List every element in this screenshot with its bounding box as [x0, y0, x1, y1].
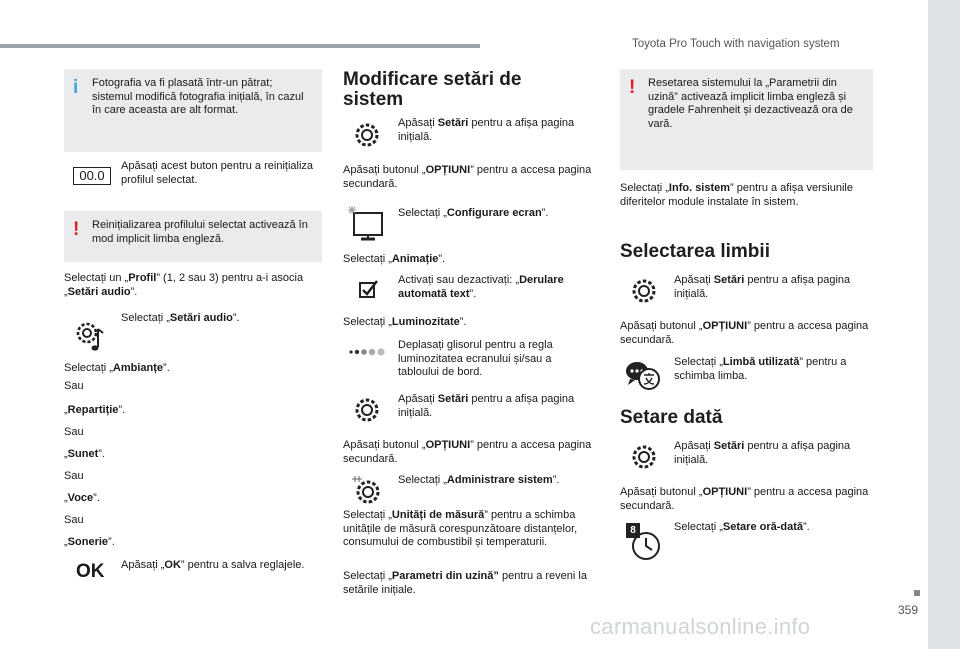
note-text: Reinițializarea profilului selectat activează în mod implicit limba engleză. — [92, 219, 308, 245]
settings-text: Apăsați Setări pentru a afișa pagina inițială. — [398, 117, 575, 143]
warning-note-factory — [620, 69, 873, 170]
or-text: Sau — [64, 426, 84, 438]
settings-gear-icon — [630, 277, 658, 305]
settings-text: Apăsați Setări pentru a afișa pagina inițială. — [674, 440, 851, 466]
section-title-language: Selectarea limbii — [620, 241, 770, 262]
header-title: Toyota Pro Touch with navigation system — [632, 38, 840, 50]
reset-counter-icon: 00.0 — [73, 167, 111, 185]
audio-settings-text: Selectați „Setări audio”. — [121, 312, 240, 324]
clock-icon — [628, 528, 664, 562]
datetime-text: Selectați „Setare oră-dată”. — [674, 521, 810, 533]
screen-config-text: Selectați „Configurare ecran”. — [398, 207, 549, 219]
section-title-system-settings: Modificare setări de sistem — [343, 69, 522, 110]
ambiante-text: Selectați „Ambianțe”. — [64, 362, 170, 374]
screen-config-icon — [348, 204, 386, 242]
system-admin-text: Selectați „Administrare sistem”. — [398, 474, 560, 486]
auto-scroll-text: Activați sau dezactivați: „Derulare automată text”. — [398, 274, 564, 300]
watermark: carmanualsonline.info — [590, 614, 811, 639]
select-profile-text: Selectați un „Profil” (1, 2 sau 3) pentru a-i asocia „Setări audio”. — [64, 272, 304, 298]
warning-icon: ! — [629, 77, 636, 98]
note-text: Resetarea sistemului la „Parametrii din uzină” activează implicit limba engleză și gradele Fahrenheit și dezactivează ora de vară. — [648, 77, 853, 130]
sonerie-text: „Sonerie”. — [64, 536, 115, 548]
sunet-text: „Sunet”. — [64, 448, 105, 460]
settings-gear-icon — [353, 121, 381, 149]
system-info-text: Selectați „Info. sistem” pentru a afișa versiunile diferitelor module instalate în sistem. — [620, 182, 853, 208]
warning-icon: ! — [73, 219, 80, 240]
options-text: Apăsați butonul „OPȚIUNI” pentru a accesa pagina secundară. — [343, 164, 592, 190]
note-text: Fotografia va fi plasată într-un pătrat; sistemul modifică fotografia inițială, în cazul în care aceasta are alt format. — [92, 77, 304, 116]
ok-text: Apăsați „OK” pentru a salva reglajele. — [121, 559, 305, 571]
animation-text: Selectați „Animație”. — [343, 253, 446, 265]
info-icon: i — [73, 77, 79, 98]
ok-icon: OK — [76, 561, 105, 582]
settings-gear-icon — [353, 396, 381, 424]
slider-dots-icon — [347, 347, 387, 357]
or-text: Sau — [64, 514, 84, 526]
or-text: Sau — [64, 380, 84, 392]
or-text: Sau — [64, 470, 84, 482]
options-text: Apăsați butonul „OPȚIUNI” pentru a accesa pagina secundară. — [343, 439, 592, 465]
options-text: Apăsați butonul „OPȚIUNI” pentru a accesa pagina secundară. — [620, 486, 869, 512]
options-text: Apăsați butonul „OPȚIUNI” pentru a accesa pagina secundară. — [620, 320, 869, 346]
repartitie-text: „Repartiție”. — [64, 404, 126, 416]
info-note-photo — [64, 69, 322, 152]
section-title-date: Setare dată — [620, 407, 723, 428]
warning-note-reset — [64, 211, 322, 262]
reset-text: Apăsați acest buton pentru a reinițializa profilul selectat. — [121, 160, 314, 186]
language-text: Selectați „Limbă utilizată” pentru a schimba limba. — [674, 356, 847, 382]
settings-gear-icon — [630, 443, 658, 471]
audio-settings-icon — [72, 317, 106, 355]
end-marker — [914, 590, 920, 596]
settings-text: Apăsați Setări pentru a afișa pagina inițială. — [398, 393, 575, 419]
checkbox-icon — [357, 278, 379, 300]
page-side-band — [928, 0, 960, 649]
settings-text: Apăsați Setări pentru a afișa pagina inițială. — [674, 274, 851, 300]
step-badge: 8 — [626, 523, 640, 538]
units-text: Selectați „Unități de măsură” pentru a schimba unitățile de măsură corespunzătoare distanțelor, consumului de combustibil și temperaturii. — [343, 509, 578, 548]
header-bar — [0, 44, 480, 48]
brightness-text: Selectați „Luminozitate”. — [343, 316, 467, 328]
voce-text: „Voce”. — [64, 492, 100, 504]
page-number: 359 — [898, 603, 919, 617]
language-icon — [624, 360, 662, 392]
system-admin-icon — [350, 475, 384, 507]
factory-text: Selectați „Parametri din uzină” pentru a reveni la setările inițiale. — [343, 570, 587, 596]
slider-text: Deplasați glisorul pentru a regla luminozitatea ecranului și/sau a tabloului de bord. — [398, 339, 553, 378]
